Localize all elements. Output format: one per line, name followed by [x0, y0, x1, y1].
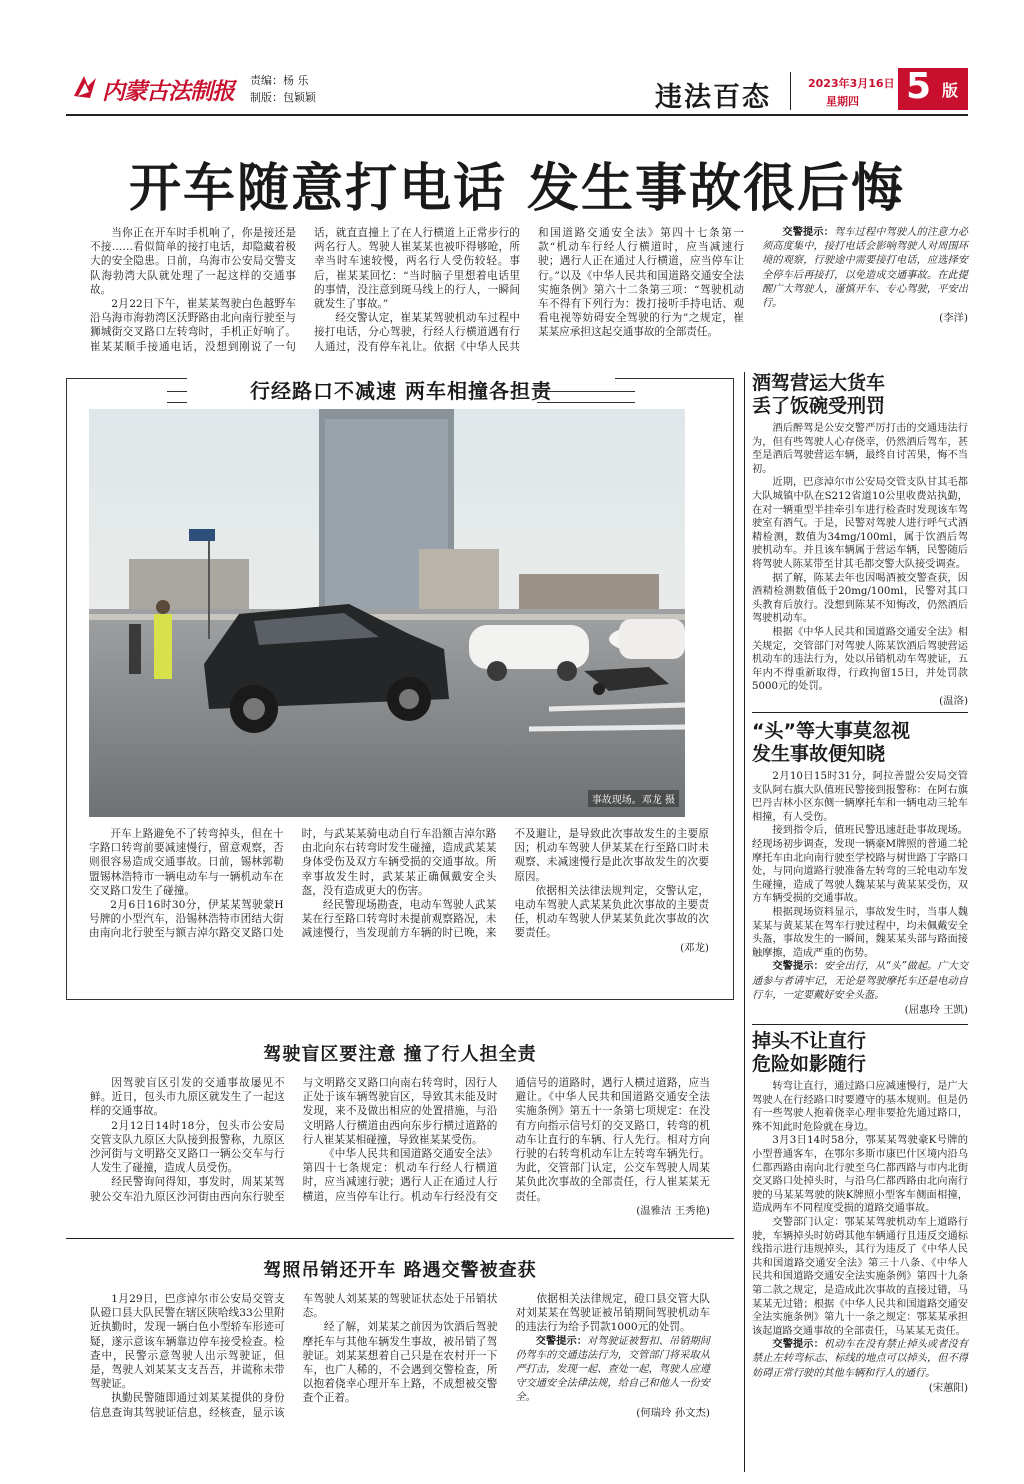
section-divider: [752, 712, 968, 713]
story-byline: (温雅洁 王秀艳): [636, 1204, 710, 1217]
story-paragraph: 《中华人民共和国道路交通安全法》第四十七条规定：机动车行经人行横道时，应当减速行驶；遇行人正在通过人行横道，应当停车让行。机动车行经没有交通信号的道路时，遇行人横过道路，应当避让。《中华人民共和国道路交通安全法实施条例》第五十一条第七项规定：在没有方向指示信号灯的交叉路口，转弯的机动车让直行的车辆、行人先行。相对方向行驶的右转弯机动车让左转弯车辆先行。为此，交管部门认定，公交车驾驶人周某某负此次事故的全部责任，行人崔某某无责任。: [302, 1077, 710, 1203]
page-number: 5: [906, 66, 932, 107]
tip-label: 交警提示：: [782, 227, 834, 238]
lead-paragraph: 经交警认定，崔某某驾驶机动车过程中接打电话，分心驾驶，行经人行横道遇有行人通过，没有停车礼让。依据《中华人民共和国道路交通安全法》第四十七条第一款“机动车行经人行横道时，应当减速行驶；遇行人正在通过人行横道，应当停车让行。”以及《中华人民共和国道路交通安全法实施条例》第六十二条第三项：“驾驶机动车不得有下列行为：拨打接听手持电话、观看电视等妨碍安全驾驶的行为”之规定，崔某某应承担这起交通事故的全部责任。: [314, 227, 744, 353]
column-divider: [744, 372, 745, 1472]
story-helmet-body: [752, 770, 968, 1017]
story-paragraph: 交警部门认定：鄂某某驾驶机动车上道路行驶，车辆掉头时妨碍其他车辆通行且违反交通标线指示进行违规掉头，其行为违反了《中华人民共和国道路交通安全法》第三十八条、《中华人民共和国道路交通安全法实施条例》第四十九条第二款之规定，是造成此次事故的直接过错，马某某无过错；根据《中华人民共和国道路交通安全法实施条例》第九十一条之规定：鄂某某承担该起道路交通事故的全部责任，马某某无责任。: [752, 1216, 968, 1337]
story-helmet-title: “头”等大事莫忽视 发生事故便知晓: [752, 720, 910, 765]
story-paragraph: 酒后醉驾是公安交警严厉打击的交通违法行为，但有些驾驶人心存侥幸，仍然酒后驾车，甚至是酒后驾驶营运车辆，最终自讨苦果，悔不当初。: [752, 423, 968, 475]
story-byline: (温洛): [939, 694, 968, 707]
story-turn-title: 行经路口不减速 两车相撞各担责: [187, 375, 615, 404]
masthead-bottom-rule: [66, 114, 968, 116]
story-paragraph: 经民警询问得知，事发时，周某某驾驶公交车沿九原区沙河街由西向东行驶至与文明路交叉路口向南右转弯时，因行人正处于该车辆驾驶盲区，导致其未能及时发现，来不及做出相应的处置措施，与沿文明路人行横道由西向东步行横过道路的行人崔某某相碰撞，导致崔某某受伤。: [90, 1077, 498, 1203]
lead-article: [90, 226, 968, 368]
story-uturn: [752, 1030, 968, 1474]
main-headline: 开车随意打电话 发生事故很后悔: [128, 158, 906, 219]
title-ornament-right: [537, 391, 635, 403]
story-paragraph: 1月29日，巴彦淖尔市公安局交管支队磴口县大队民警在辖区陕哈线33公里附近执勤时，发现一辆白色小型轿车形迹可疑，遂示意该车辆靠边停车接受检查。检查中，民警示意驾驶人出示驾驶证，但是，驾驶人刘某某支支吾吾，并谎称未带驾驶证。: [90, 1293, 285, 1391]
story-byline: (宋蕙阳): [928, 1381, 968, 1394]
logo-emblem-icon: [70, 72, 100, 102]
story-paragraph: 依据相关法律规定，磴口县交管大队对刘某某在驾驶证被吊销期间驾驶机动车的违法行为给予罚款1000元的处罚。: [515, 1293, 710, 1334]
story-turn-box: [66, 378, 734, 1000]
masthead-divider: [790, 72, 791, 110]
story-paragraph: 根据《中华人民共和国道路交通安全法》相关规定，交管部门对驾驶人陈某饮酒后驾驶营运机动车的违法行为，处以吊销机动车驾驶证，五年内不得重新取得，行政拘留15日，并处罚款5000元的处罚。: [752, 626, 968, 693]
lead-tip: 交警提示：驾车过程中驾驶人的注意力必须高度集中，接打电话会影响驾驶人对周围环境的观察，行驶途中需要接打电话，应选择安全停车后再接打，以免造成交通事故。在此提醒广大驾驶人，谨慎开车、专心驾驶，平安出行。: [762, 227, 969, 310]
story-revoked-title: 驾照吊销还开车 路遇交警被查获: [263, 1260, 537, 1281]
masthead: [0, 0, 1024, 120]
lead-byline: (李洋): [939, 312, 968, 325]
story-paragraph: 接到指令后，值班民警迅速赶赴事故现场。经现场初步调查，发现一辆豪M牌照的普通二轮摩托车由北向南行驶至学校路与树世路丁字路口处，与同向道路行驶准备左转弯的三轮电动车发生碰撞，造成了驾驶人魏某某与黄某某受伤，双方车辆受损的交通事故。: [752, 825, 968, 905]
story-paragraph: 根据现场资料显示，事故发生时，当事人魏某某与黄某某在驾车行驶过程中，均未佩戴安全头盔，事故发生的一瞬间，魏某某头部与路面接触摩擦，造成严重的伤势。: [752, 906, 968, 959]
editor-credit: 责编：杨 乐: [250, 74, 309, 87]
story-tip: 交警提示：对驾驶证被暂扣、吊销期间仍驾车的交通违法行为，交管部门将采取从严打击，发现一起、查处一起，驾驶人应遵守交通安全法律法规，给自己和他人一份安全。: [515, 1335, 710, 1404]
producer-credit: 制版：包颖颖: [250, 91, 316, 104]
story-byline: (邓龙): [680, 941, 709, 954]
story-paragraph: 近期，巴彦淖尔市公安局交管支队甘其毛都大队城镇中队在S212省道10公里收费站执勤，在对一辆重型半挂牵引车进行检查时发现该车驾驶室有酒气。于是，民警对驾驶人进行呼气式酒精检测，数值为34mg/100ml，属于饮酒后驾驶机动车。并且该车辆属于营运车辆，民警随后将驾驶人陈某带至甘其毛都交警大队接受调查。: [752, 477, 968, 570]
issue-weekday: 星期四: [826, 95, 859, 108]
page-number-badge: [898, 68, 968, 110]
story-byline: (屈惠玲 王凯): [904, 1003, 968, 1016]
story-tip: 交警提示：机动车在没有禁止掉头或者没有禁止左转弯标志、标线的地点可以掉头，但不得妨碍正常行驶的其他车辆和行人的通行。: [752, 1339, 969, 1379]
story-drunk: [752, 372, 968, 707]
section-divider: [752, 1024, 968, 1025]
story-paragraph: 2月12日14时18分，包头市公安局交管支队九原区大队接到报警称，九原区沙河街与文明路交叉路口一辆公交车与行人发生了碰撞，造成人员受伤。: [90, 1119, 285, 1175]
story-blind-title: 驾驶盲区要注意 撞了行人担全责: [263, 1044, 537, 1065]
story-paragraph: 因驾驶盲区引发的交通事故屡见不鲜。近日，包头市九原区就发生了一起这样的交通事故。: [90, 1077, 285, 1118]
story-blind-body: [90, 1076, 710, 1226]
story-turn-body: [89, 827, 709, 967]
story-paragraph: 依据相关法律法规判定，交警认定，电动车驾驶人武某某负此次事故的主要责任，机动车驾驶人伊某某负此次事故的次要责任。: [514, 884, 709, 940]
story-paragraph: 开车上路避免不了转弯掉头，但在十字路口转弯前要减速慢行，留意观察，否则很容易造成交通事故。日前，锡林郭勒盟锡林浩特市一辆电动车与一辆机动车在交叉路口发生了碰撞。: [89, 828, 284, 897]
story-paragraph: 经民警现场勘查，电动车驾驶人武某某在行至路口转弯时未提前观察路况，未减速慢行，当发现前方车辆的时已晚，来不及避让，是导致此次事故发生的主要原因；机动车驾驶人伊某某在行至路口时未观察、未减速慢行是此次事故发生的次要原因。: [301, 828, 709, 940]
story-paragraph: 执勤民警随即通过刘某某提供的身份信息查询其驾驶证信息，经核查，显示该车驾驶人刘某某的驾驶证状态处于吊销状态。: [90, 1293, 498, 1419]
story-revoked-body: [90, 1292, 710, 1468]
story-paragraph: 经了解，刘某某之前因为饮酒后驾驶摩托车与其他车辆发生事故，被吊销了驾驶证。刘某某想着自己只是在农村开一下车，也广人稀的，不会遇到交警检查，所以抱着侥幸心理开车上路，不成想被交警查个正着。: [302, 1321, 498, 1405]
story-paragraph: 3月3日14时58分，鄂某某驾驶豪K号牌的小型普通客车，在鄂尔多斯市康巴什区境内沿乌仁都西路由南向北行驶至乌仁都西路与市内北街交叉路口处掉头时，与沿乌仁都西路由北向南行驶的马某某驾驶的陕K牌照小型客车侧面相撞，造成两车不同程度受损的道路交通事故。: [752, 1135, 968, 1215]
story-paragraph: 2月10日15时31分，阿拉善盟公安局交管支队阿右旗大队值班民警接到报警称：在阿右旗巴丹吉林小区东侧一辆摩托车和一辆电动三轮车相撞，有人受伤。: [752, 771, 968, 823]
story-paragraph: 据了解，陈某去年也因喝酒被交警查获，因酒精检测数值低于20mg/100ml，民警对其口头教育后放行。没想到陈某不知悔改，仍然酒后驾驶机动车。: [752, 572, 968, 625]
story-uturn-body: [752, 1080, 968, 1395]
story-helmet: [752, 720, 968, 1020]
page-label: 版: [942, 81, 959, 100]
section-name: 违法百态: [655, 82, 771, 113]
lead-paragraph: 当你正在开车时手机响了，你是接还是不接……看似简单的接打电话，却隐藏着极大的安全隐患。日前，乌海市公安局交警支队海勃湾大队就处理了一起这样的交通事故。: [90, 227, 296, 296]
newspaper-logo: [70, 70, 240, 106]
story-paragraph: 2月6日16时30分，伊某某驾驶蒙H号牌的小型汽车，沿锡林浩特市团结大街由南向北行驶至与额吉淖尔路交叉路口处时，与武某某骑电动自行车沿额吉淖尔路由北向东右转弯时发生碰撞，造成武某某身体受伤及双方车辆受损的交通事故。所幸事故发生时，武某某正确佩戴安全头盔，没有造成更大的伤害。: [89, 828, 497, 940]
story-drunk-body: [752, 422, 968, 708]
logo-text: 内蒙古法制报: [102, 78, 234, 105]
accident-scene-illustration: [89, 409, 685, 817]
photo-caption: 事故现场。邓龙 摄: [588, 790, 679, 807]
lead-paragraph: 2月22日下午，崔某某驾驶白色越野车沿乌海市海勃湾区沃野路由北向南行驶至与狮城街交叉路口左转弯时，手机正好响了。崔某某顺手接通电话，没想到刚说了一句话，就直直撞上了在人行横道上正常步行的两名行人。驾驶人崔某某也被吓得够呛，所幸当时车速较慢，两名行人受伤较轻。事后，崔某某回忆：“当时脑子里想着电话里的事情，没注意到斑马线上的行人，一瞬间就发生了事故。”: [90, 227, 520, 353]
section-divider: [66, 1238, 734, 1239]
story-drunk-title: 酒驾营运大货车 丢了饭碗受刑罚: [752, 372, 886, 417]
accident-scene-photo: [89, 409, 685, 817]
story-paragraph: 转弯让直行，通过路口应减速慢行，是广大驾驶人在行经路口时要遵守的基本规则。但是仍有一些驾驶人抱着侥幸心理非要抢先通过路口，殊不知此时危险就在身边。: [752, 1081, 968, 1133]
story-uturn-title: 掉头不让直行 危险如影随行: [752, 1030, 867, 1075]
story-byline: (何瑞玲 孙文杰): [636, 1406, 710, 1419]
issue-date: 2023年3月16日: [808, 77, 895, 90]
story-tip: 交警提示：安全出行，从“头”做起。广大交通参与者请牢记，无论是驾驶摩托车还是电动自行车，一定要戴好安全头盔。: [752, 961, 969, 1001]
